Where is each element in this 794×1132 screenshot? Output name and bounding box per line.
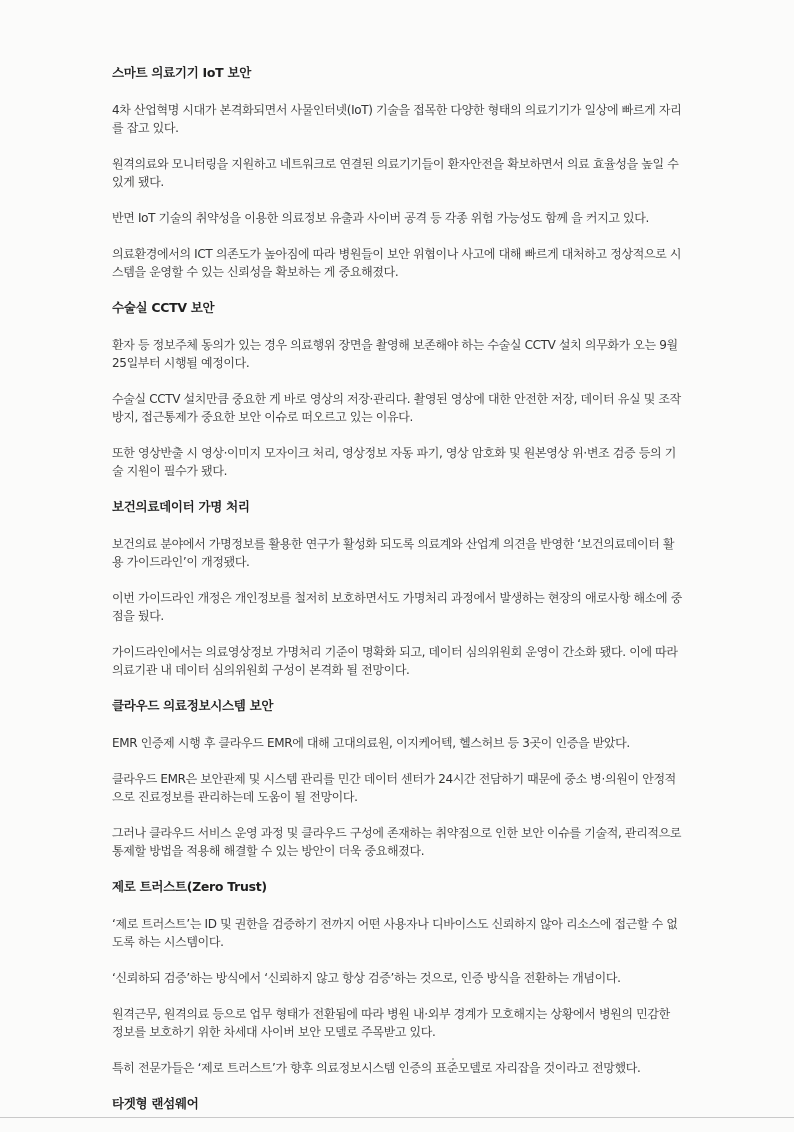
paragraph: 4차 산업혁명 시대가 본격화되면서 사물인터넷(IoT) 기술을 접목한 다양한 형태의 의료기기가 일상에 빠르게 자리를 잡고 있다.: [112, 103, 682, 135]
section-or-cctv: [112, 299, 684, 480]
paragraph: 수술실 CCTV 설치만큼 중요한 게 바로 영상의 저장·관리다. 촬영된 영상에 대한 안전한 저장, 데이터 유실 및 조작 방지, 접근통제가 중요한 보안 이슈로 떠오르고 있는 이유다.: [112, 392, 681, 424]
section-heading: 스마트 의료기기 IoT 보안: [112, 65, 251, 80]
paragraph: ‘제로 트러스트’는 ID 및 권한을 검증하기 전까지 어떤 사용자나 디바이스도 신뢰하지 않아 리소스에 접근할 수 없도록 하는 시스템이다.: [112, 917, 678, 949]
paragraph: ‘신뢰하되 검증’하는 방식에서 ‘신뢰하지 않고 항상 검증’하는 것으로, 인증 방식을 전환하는 개념이다.: [112, 971, 621, 985]
paragraph: 가이드라인에서는 의료영상정보 가명처리 기준이 명확화 되고, 데이터 심의위원회 운영이 간소화 됐다. 이에 따라 의료기관 내 데이터 심의위원회 구성이 본격화 될 전망이다.: [112, 645, 678, 677]
paragraph: 또한 영상반출 시 영상·이미지 모자이크 처리, 영상정보 자동 파기, 영상 암호화 및 원본영상 위·변조 검증 등의 기술 지원이 필수가 됐다.: [112, 446, 676, 478]
section-heading: 타겟형 랜섬웨어: [112, 1096, 199, 1111]
section-heading: 보건의료데이터 가명 처리: [112, 499, 250, 514]
scan-speck: [452, 1058, 454, 1060]
section-heading: 제로 트러스트(Zero Trust): [112, 879, 267, 894]
paragraph: 의료환경에서의 ICT 의존도가 높아짐에 따라 병원들이 보안 위협이나 사고에 대해 빠르게 대처하고 정상적으로 시스템을 운영할 수 있는 신뢰성을 확보하는 게 중요해졌다.: [112, 247, 682, 279]
paragraph: 원격근무, 원격의료 등으로 업무 형태가 전환됨에 따라 병원 내·외부 경계가 모호해지는 상황에서 병원의 민감한 정보를 보호하기 위한 차세대 사이버 보안 모델로 주목받고 있다.: [112, 1007, 670, 1039]
article-body: [112, 64, 684, 1132]
paragraph: 특히 전문가들은 ‘제로 트러스트’가 향후 의료정보시스템 인증의 표준모델로 자리잡을 것이라고 전망했다.: [112, 1061, 641, 1075]
paragraph: 클라우드 EMR은 보안관제 및 시스템 관리를 민간 데이터 센터가 24시간 전담하기 때문에 중소 병·의원이 안정적으로 진료정보를 관리하는데 도움이 될 전망이다.: [112, 772, 676, 804]
section-zero-trust: [112, 878, 684, 1077]
paragraph: 환자 등 정보주체 동의가 있는 경우 의료행위 장면을 촬영해 보존해야 하는 수술실 CCTV 설치 의무화가 오는 9월 25일부터 시행될 예정이다.: [112, 338, 678, 370]
page-bottom-edge: [0, 1117, 794, 1118]
paragraph: EMR 인증제 시행 후 클라우드 EMR에 대해 고대의료원, 이지케어텍, 헬스허브 등 3곳이 인증을 받았다.: [112, 736, 630, 750]
section-heading: 클라우드 의료정보시스템 보안: [112, 698, 274, 713]
section-cloud-emr-security: [112, 697, 684, 860]
section-targeted-ransomware: [112, 1095, 684, 1112]
section-smart-medical-iot: [112, 64, 684, 281]
section-health-data-pseudonymization: [112, 498, 684, 679]
paragraph: 보건의료 분야에서 가명정보를 활용한 연구가 활성화 되도록 의료계와 산업계 의견을 반영한 ‘보건의료데이터 활용 가이드라인’이 개정됐다.: [112, 537, 675, 569]
paragraph: 원격의료와 모니터링을 지원하고 네트워크로 연결된 의료기기들이 환자안전을 확보하면서 의료 효율성을 높일 수 있게 됐다.: [112, 157, 679, 189]
paragraph: 반면 IoT 기술의 취약성을 이용한 의료정보 유출과 사이버 공격 등 각종 위험 가능성도 함께 을 커지고 있다.: [112, 211, 649, 225]
paragraph: 그러나 클라우드 서비스 운영 과정 및 클라우드 구성에 존재하는 취약점으로 인한 보안 이슈를 기술적, 관리적으로 통제할 방법을 적용해 해결할 수 있는 방안이 더욱 중요해졌다.: [112, 826, 682, 858]
paragraph: 이번 가이드라인 개정은 개인정보를 철저히 보호하면서도 가명처리 과정에서 발생하는 현장의 애로사항 해소에 중점을 뒀다.: [112, 591, 682, 623]
section-heading: 수술실 CCTV 보안: [112, 300, 215, 315]
